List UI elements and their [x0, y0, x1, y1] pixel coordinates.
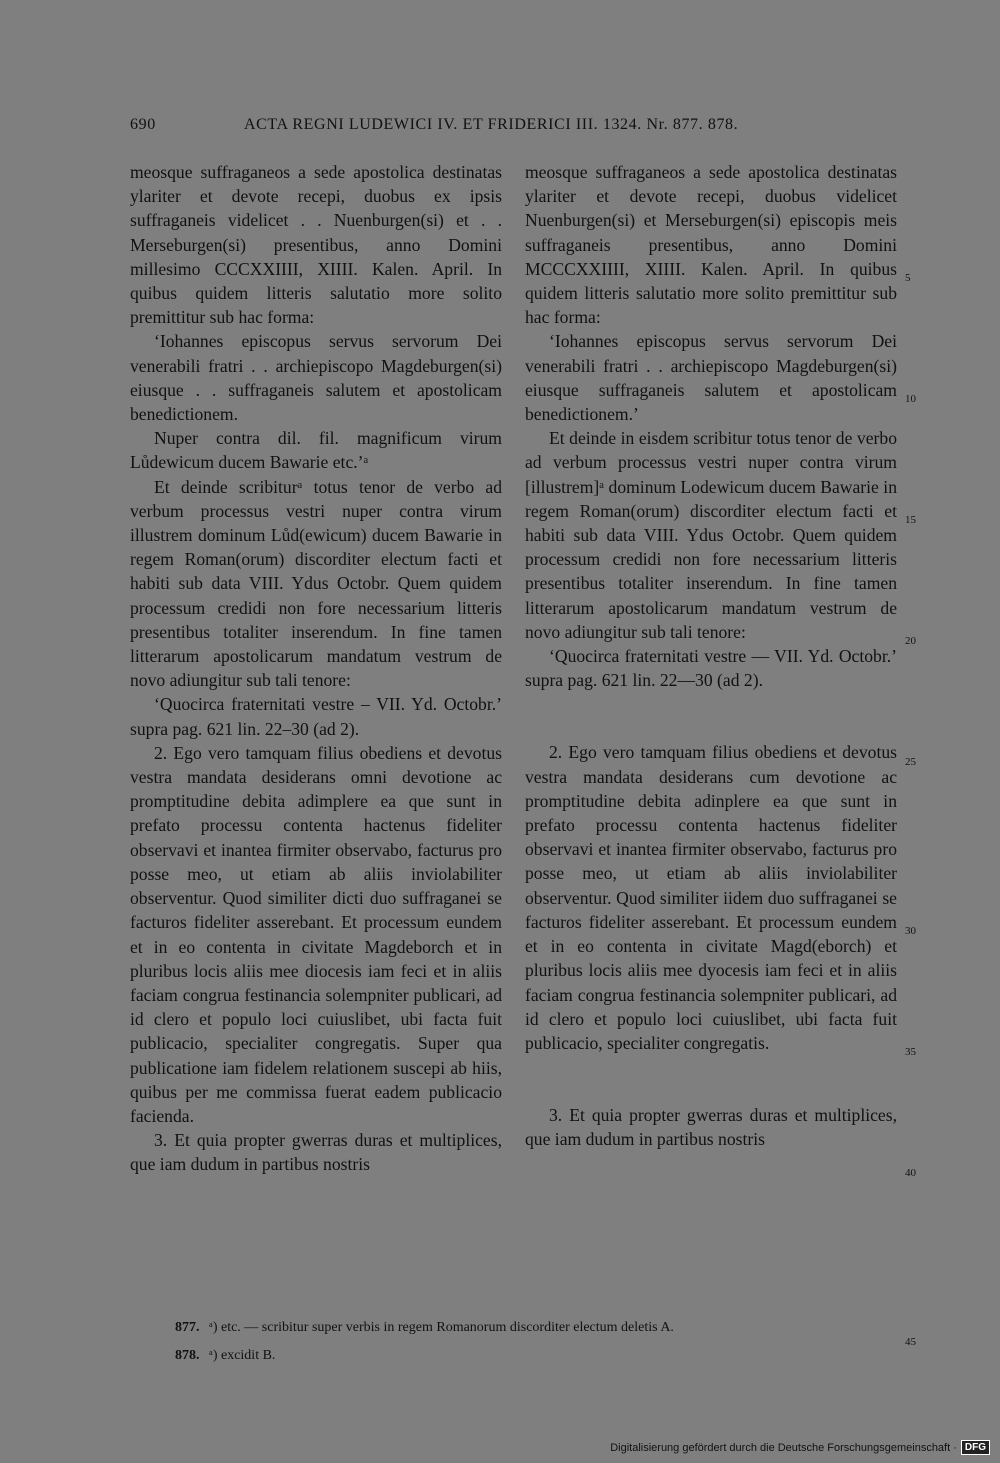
paragraph: Et deinde scribiturᵃ totus tenor de verbo ad verbum processus vestri nuper contra virum illustrem dominum Lůd(ewicum) ducem Bawarie in regem Roman(orum) discorditer electum facti et habiti sub data VIII. Ydus Octobr. Quem quidem processum credidi non fore necessarium litteris presentibus totaliter inserendum. In fine tamen litterarum apostolicarum mandatum vestrum de novo adiungitur sub tali tenore:	[130, 476, 502, 691]
paragraph-gap	[525, 692, 897, 740]
paragraph: Et deinde in eisdem scribitur totus tenor de verbo ad verbum processus vestri nuper contra virum [illustrem]ᵃ dominum Lodewicum ducem Bawarie in regem Roman(orum) discorditer electum facti et habiti sub data VIII. Ydus Octobr. Quem quidem processum credidi non fore necessarium litteris presentibus totaliter inserendum. In fine tamen litterarum apostolicarum mandatum vestrum de novo adiungitur sub tali tenore:	[525, 428, 897, 642]
footnote-877	[175, 1317, 674, 1339]
credit-text: Digitalisierung gefördert durch die Deutsche Forschungsgemeinschaft ·	[610, 1441, 957, 1454]
paragraph: ‘Iohannes episcopus servus servorum Dei venerabili fratri . . archiepiscopo Magdeburgen(si) eiusque . . suffraganeis salutem et apostolicam benedictionem.	[130, 331, 502, 425]
digitization-credit	[610, 1440, 990, 1455]
running-title: ACTA REGNI LUDEWICI IV. ET FRIDERICI III. 1324. Nr. 877. 878.	[244, 116, 739, 133]
line-number: 35	[905, 1046, 916, 1058]
line-number: 15	[905, 514, 916, 526]
line-number: 5	[905, 272, 911, 284]
footnote-text: ᵃ) etc. — scribitur super verbis in regem Romanorum discorditer electum deletis A.	[209, 1320, 674, 1335]
line-number: 20	[905, 635, 916, 647]
left-column-nr-877	[130, 160, 502, 1177]
paragraph: 2. Ego vero tamquam filius obediens et devotus vestra mandata desiderans cum devotione ac promptitudine debita adinplere ea que sunt in prefato processu contenta hactenus fideliter observavi et inantea firmiter observabo, facturus pro posse meo, ut etiam ab aliis inviolabiliter observentur. Quod similiter iidem duo suffraganei se facturos fideliter asserebant. Et processum eundem et in eo contenta in civitate Magd(eborch) et pluribus locis aliis mee dyocesis iam feci et in aliis faciam congrua festinancia solempniter publicari, ad id clero et populo loci cuiuslibet, ubi facta fuit publicacio, specialiter congregatis.	[525, 742, 897, 1053]
paragraph-gap	[525, 1055, 897, 1103]
paragraph: ‘Quocirca fraternitati vestre – VII. Yd. Octobr.’ supra pag. 621 lin. 22–30 (ad 2).	[130, 694, 502, 739]
footnote-text: ᵃ) excidit B.	[209, 1348, 276, 1363]
paragraph: ‘Quocirca fraternitati vestre — VII. Yd. Octobr.’ supra pag. 621 lin. 22—30 (ad 2).	[525, 646, 897, 691]
line-number: 45	[905, 1336, 916, 1348]
right-column-nr-878	[525, 160, 897, 1152]
page-number: 690	[130, 116, 156, 133]
dfg-logo-icon: DFG	[961, 1440, 990, 1455]
paragraph: meosque suffraganeos a sede apostolica destinatas ylariter et devote recepi, duobus videlicet Nuenburgen(si) et Merseburgen(si) episcopis meis suffraganeis presentibus, anno Domini MCCCXXIIII, XIIII. Kalen. April. In quibus quidem litteris salutatio more solito premittitur sub hac forma:	[525, 162, 897, 328]
footnotes	[175, 1317, 674, 1367]
paragraph: Nuper contra dil. fil. magnificum virum Lůdewicum ducem Bawarie etc.’ᵃ	[130, 428, 502, 473]
line-number: 40	[905, 1167, 916, 1179]
footnote-number: 878.	[175, 1348, 200, 1363]
line-number: 25	[905, 756, 916, 768]
line-number: 10	[905, 393, 916, 405]
paragraph: 2. Ego vero tamquam filius obediens et devotus vestra mandata desiderans omni devotione ac promptitudine debita adimplere ea que sunt in prefato processu contenta hactenus fideliter observavi et inantea firmiter observabo, facturus pro posse meo, ut etiam ab aliis inviolabiliter observentur. Quod similiter dicti duo suffraganei se facturos fideliter asserebant. Et processum eundem et in eo contenta in civitate Magdeborch et in pluribus locis aliis mee diocesis iam feci et in aliis faciam congrua festinancia solempniter publicari, ad id clero et populo loci cuiuslibet, ubi facta fuit publicacio, specialiter congregatis. Super qua publicatione iam fidelem relationem suscepi ab hiis, quibus per me commissa fuerat eadem publicacio facienda.	[130, 742, 502, 1126]
paragraph: meosque suffraganeos a sede apostolica destinatas ylariter et devote recepi, duobus ex ipsis suffraganeis videlicet . . Nuenburgen(si) et . . Merseburgen(si) presentibus, anno Domini millesimo CCCXXIIII, XIIII. Kalen. April. In quibus quidem litteris salutatio more solito premittitur sub hac forma:	[130, 162, 502, 328]
paragraph: ‘Iohannes episcopus servus servorum Dei venerabili fratri . . archiepiscopo Magdeburgen(si) eiusque suffraganeis salutem et apostolicam benedictionem.’	[525, 331, 897, 425]
paragraph: 3. Et quia propter gwerras duras et multiplices, que iam dudum in partibus nostris	[130, 1130, 502, 1175]
paragraph: 3. Et quia propter gwerras duras et multiplices, que iam dudum in partibus nostris	[525, 1105, 897, 1150]
footnote-878	[175, 1345, 674, 1367]
footnote-number: 877.	[175, 1320, 200, 1335]
line-number: 30	[905, 925, 916, 937]
margin-line-numbers	[905, 0, 935, 1348]
